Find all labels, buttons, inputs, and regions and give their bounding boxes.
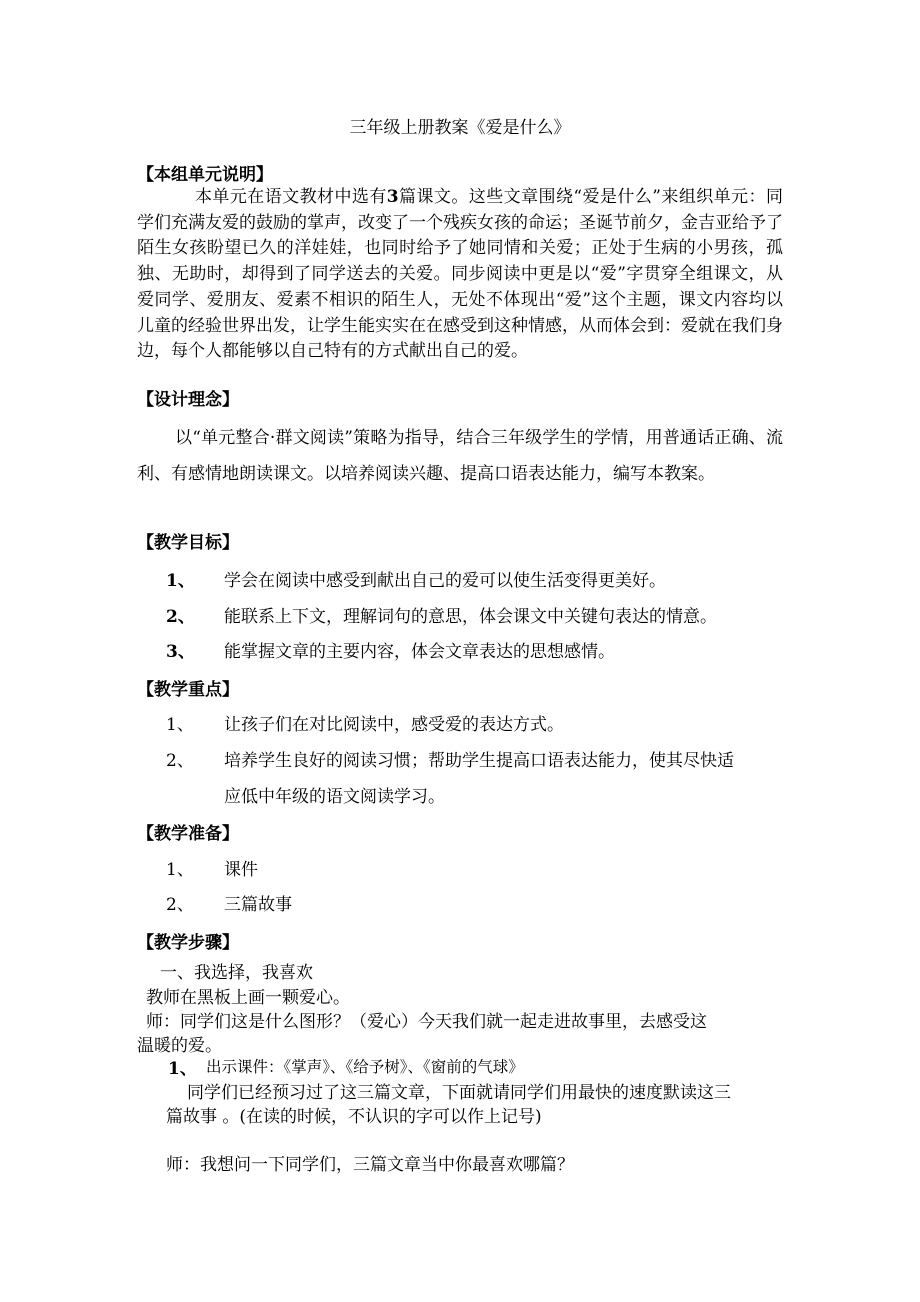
goal-number: 3、 [166, 642, 195, 662]
goal-number: 1、 [166, 571, 195, 591]
unit-para-part-a: 本单元在语文教材中选有 [195, 187, 387, 207]
step-item-number: 1、 [168, 1059, 197, 1079]
focus-text-continued: 应低中年级的语文阅读学习。 [224, 787, 445, 807]
goal-number: 2、 [166, 607, 195, 627]
unit-para-part-b: 篇课文。这些文章围绕“爱是什么”来组织单元：同学们充满友爱的鼓励的掌声，改变了一个残疾女孩的命运；圣诞节前夕，金吉亚给予了陌生女孩盼望已久的洋娃娃，也同时给予了她同情和关爱；正处于生病的小男孩，孤独、无助时，却得到了同学送去的关爱。同步阅读中更是以“爱”字贯穿全组课文，从爱同学、爱朋友、爱素不相识的陌生人，无处不体现出“爱”这个主题，课文内容均以儿童的经验世界出发，让学生能实实在在感受到这种情感，从而体会到：爱就在我们身边，每个人都能够以自己特有的方式献出自己的爱。 [137, 187, 783, 362]
prep-text: 课件 [224, 860, 258, 880]
prep-text: 三篇故事 [224, 895, 292, 915]
step-line: 教师在黑板上画一颗爱心。 [146, 988, 350, 1008]
prep-number: 1、 [166, 860, 194, 880]
goal-text: 能联系上下文，理解词句的意思，体会课文中关键句表达的情意。 [224, 607, 717, 627]
step-line-continued: 篇故事 。(在读的时候，不认识的字可以作上记号) [166, 1107, 542, 1127]
focus-number: 2、 [166, 751, 194, 771]
section-heading-design: 【设计理念】 [137, 390, 239, 410]
section-heading-goals: 【教学目标】 [137, 533, 239, 553]
design-para-text: 以“单元整合·群文阅读”策略为指导，结合三年级学生的学情，用普通话正确、流利、有感情地朗读课文。以培养阅读兴趣、提高口语表达能力，编写本教案。 [137, 428, 783, 484]
step-line-continued: 温暖的爱。 [137, 1036, 222, 1056]
step-line: 师：同学们这是什么图形？（爱心）今天我们就一起走进故事里，去感受这 [146, 1012, 707, 1032]
document-title: 三年级上册教案《爱是什么》 [349, 118, 571, 138]
focus-text: 培养学生良好的阅读习惯；帮助学生提高口语表达能力，使其尽快适 [224, 751, 734, 771]
step-item-text: 出示课件：《掌声》、《给予树》、《窗前的气球》 [206, 1058, 524, 1076]
unit-para-number: 3 [386, 187, 399, 207]
step-line: 师：我想问一下同学们，三篇文章当中你最喜欢哪篇？ [166, 1155, 574, 1175]
section-heading-focus: 【教学重点】 [137, 680, 239, 700]
section-heading-unit: 【本组单元说明】 [137, 165, 273, 185]
focus-text: 让孩子们在对比阅读中，感受爱的表达方式。 [224, 715, 564, 735]
prep-number: 2、 [166, 895, 194, 915]
goal-text: 能掌握文章的主要内容，体会文章表达的思想感情。 [224, 642, 615, 662]
step-line: 同学们已经预习过了这三篇文章，下面就请同学们用最快的速度默读这三 [187, 1083, 731, 1103]
section-heading-steps: 【教学步骤】 [137, 933, 239, 953]
unit-description-paragraph [137, 185, 783, 365]
step-heading: 一、我选择，我喜欢 [160, 963, 313, 983]
design-paragraph [137, 421, 783, 492]
section-heading-prep: 【教学准备】 [137, 824, 239, 844]
focus-number: 1、 [166, 715, 194, 735]
goal-text: 学会在阅读中感受到献出自己的爱可以使生活变得更美好。 [224, 571, 666, 591]
